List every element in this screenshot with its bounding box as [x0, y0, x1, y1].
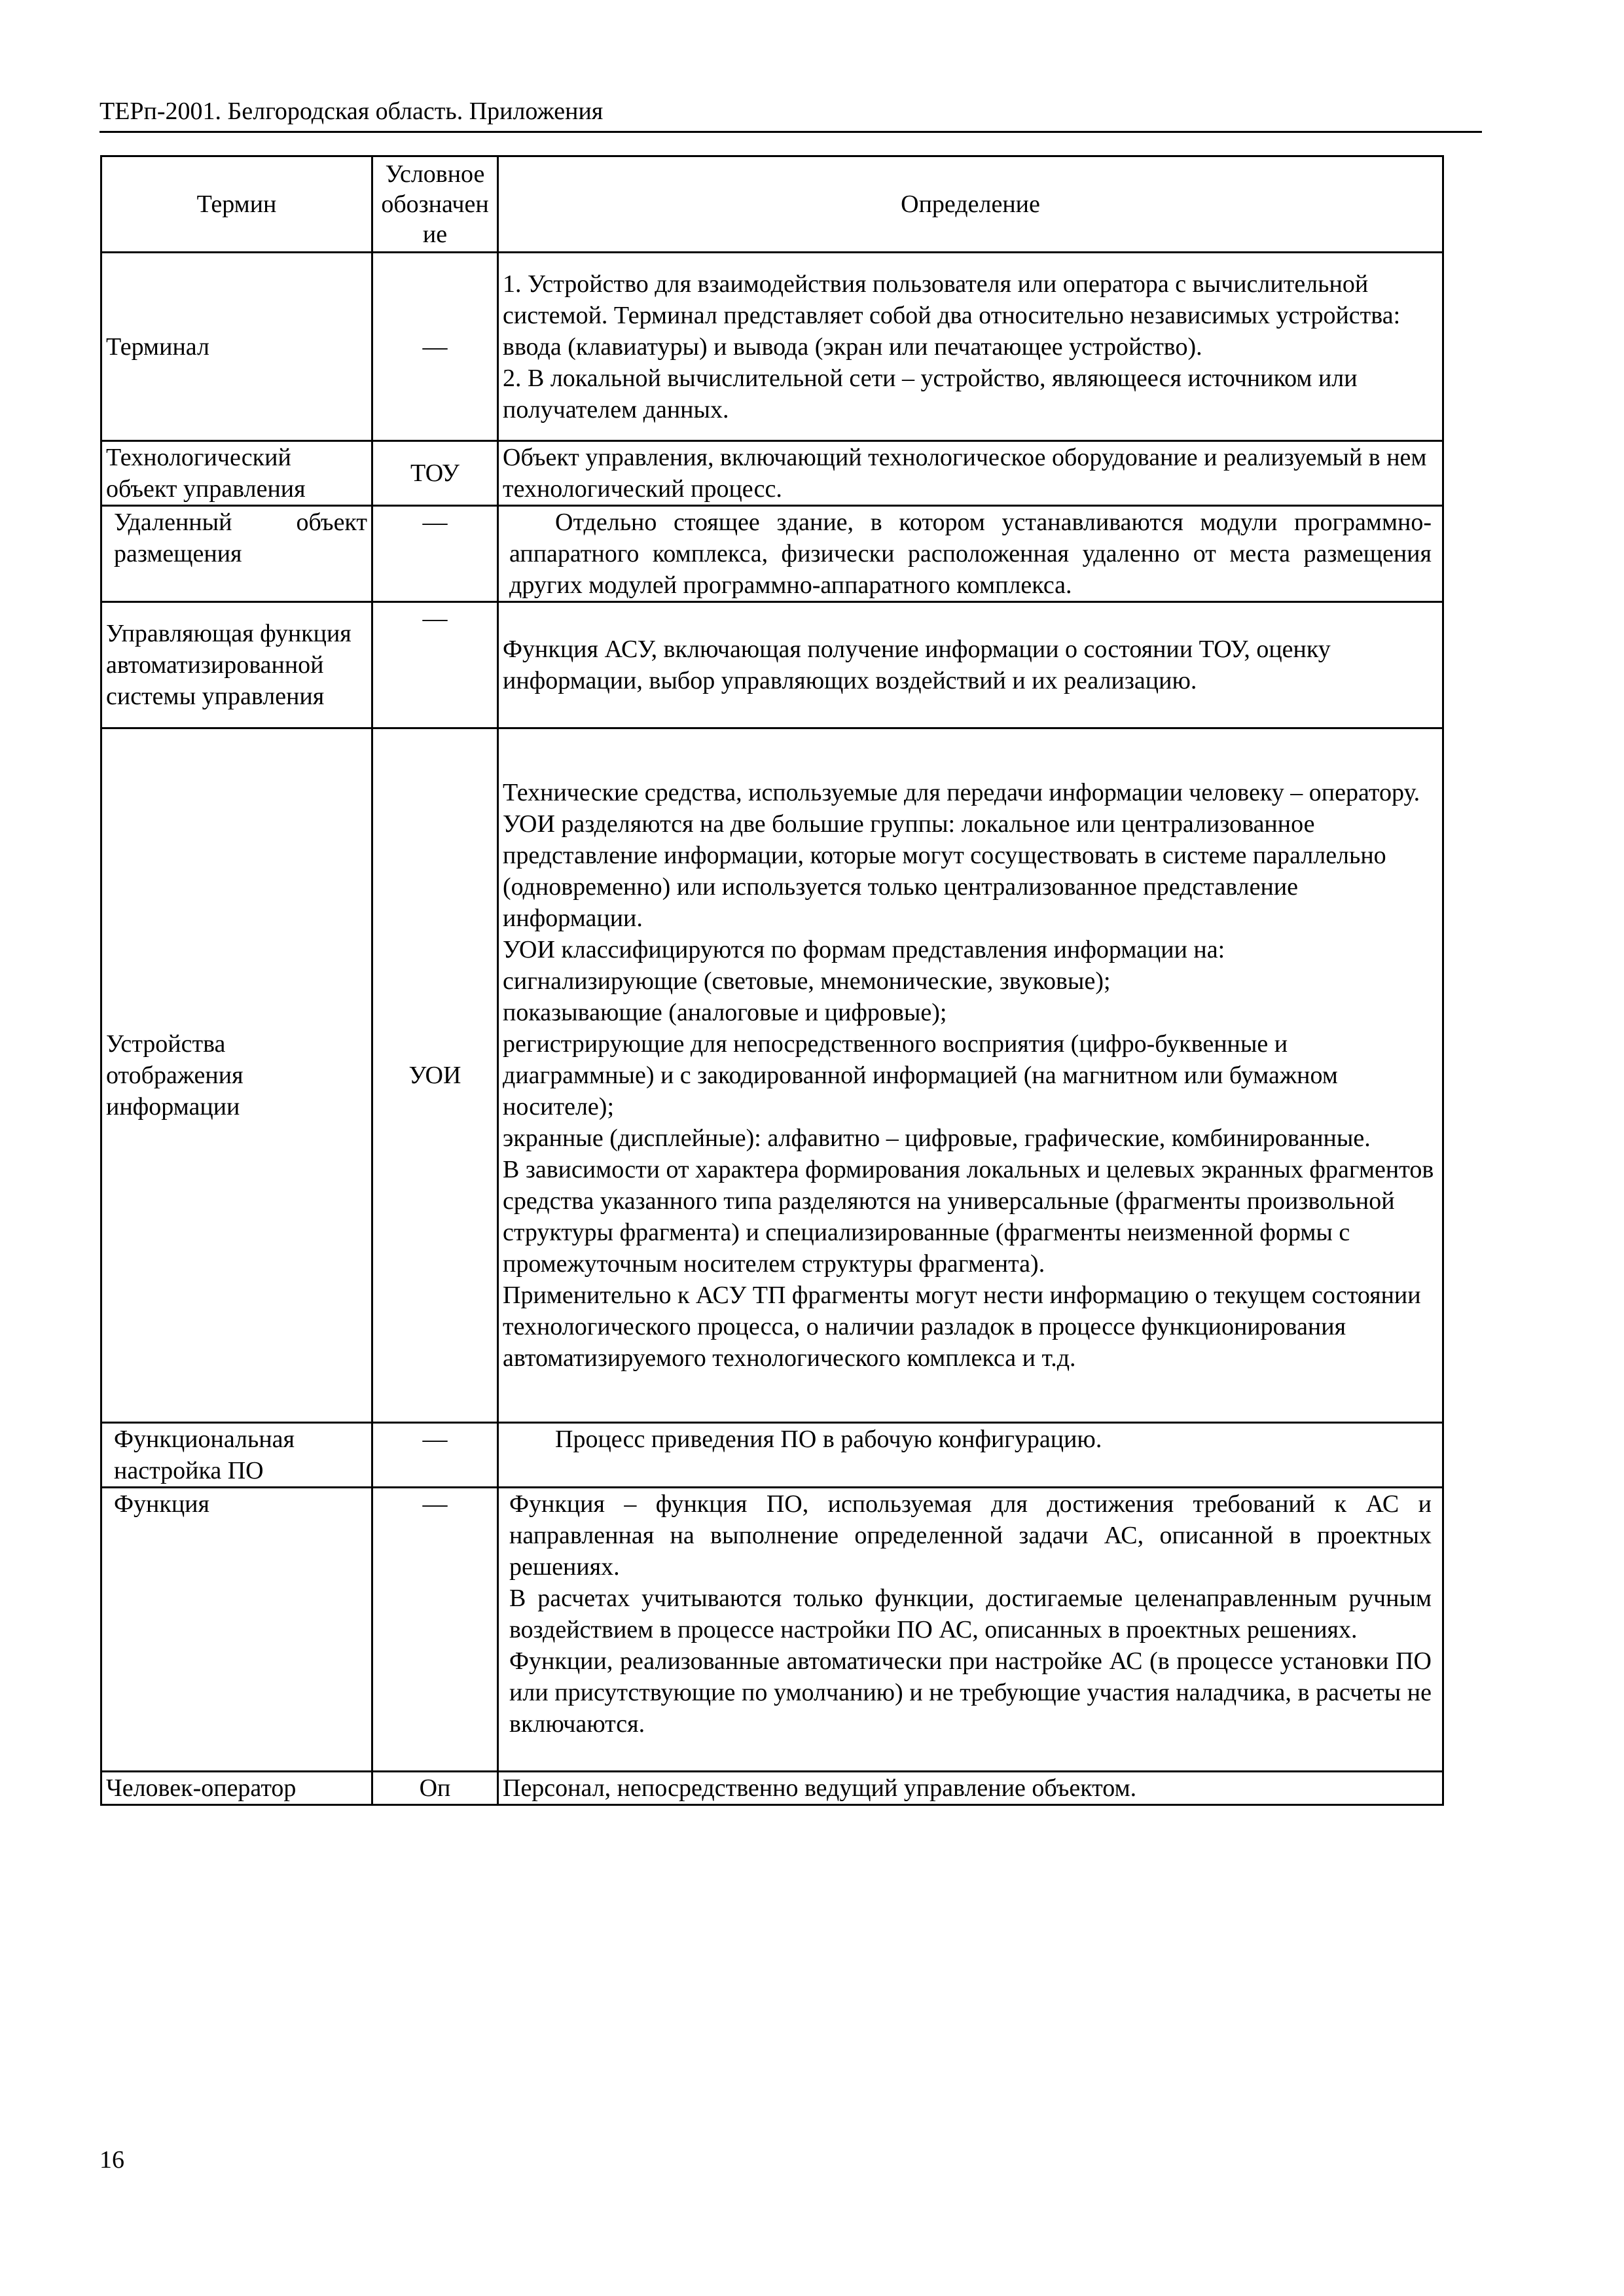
definition-paragraph: Процесс приведения ПО в рабочую конфигурацию.	[555, 1426, 1102, 1453]
definition-paragraph: регистрирующие для непосредственного восприятия (цифро-буквенные и диаграммные) и с закодированной информацией (на магнитном или бумажном носителе);	[503, 1030, 1338, 1121]
abbr-cell: Оп	[372, 1772, 498, 1805]
definition-cell	[498, 506, 1443, 602]
definition-cell	[498, 728, 1443, 1423]
header-rule	[99, 131, 1482, 133]
definition-paragraph: Отдельно стоящее здание, в котором устанавливаются модули программно-аппаратного комплекса, физически расположенная удаленно от места размещения других модулей программно-аппаратного комплекса.	[509, 509, 1432, 599]
table-row	[101, 728, 1443, 1423]
definition-cell: Функция АСУ, включающая получение информации о состоянии ТОУ, оценку информации, выбор управляющих воздействий и их реализацию.	[498, 602, 1443, 728]
term-cell: Функция	[101, 1488, 372, 1772]
header-term: Термин	[101, 156, 372, 253]
definition-cell	[498, 1488, 1443, 1772]
term-cell: Человек-оператор	[101, 1772, 372, 1805]
definition-paragraph: Применительно к АСУ ТП фрагменты могут нести информацию о текущем состоянии технологического процесса, о наличии разладок в процессе функционирования автоматизируемого технологического комплекса и т.д.	[503, 1282, 1421, 1372]
table-header-row	[101, 156, 1443, 253]
definition-cell: Персонал, непосредственно ведущий управление объектом.	[498, 1772, 1443, 1805]
abbr-cell: —	[372, 602, 498, 728]
definition-paragraph: УОИ разделяются на две большие группы: локальное или централизованное представление информации, которые могут сосуществовать в системе параллельно (одновременно) или используется только централизованное представление информации.	[503, 810, 1386, 932]
definition-paragraph: В зависимости от характера формирования локальных и целевых экранных фрагментов средства указанного типа разделяются на универсальные (фрагменты произвольной структуры фрагмента) и специализированные (фрагменты неизменной формы с промежуточным носителем структуры фрагмента).	[503, 1156, 1434, 1278]
header-abbr: Условное обозначение	[372, 156, 498, 253]
definition-cell	[498, 253, 1443, 441]
definition-paragraph: экранные (дисплейные): алфавитно – цифровые, графические, комбинированные.	[503, 1124, 1371, 1152]
table-row	[101, 253, 1443, 441]
table-row	[101, 602, 1443, 728]
abbr-cell: —	[372, 506, 498, 602]
abbr-cell: —	[372, 1423, 498, 1488]
abbr-cell: —	[372, 253, 498, 441]
definition-cell: Объект управления, включающий технологическое оборудование и реализуемый в нем технологический процесс.	[498, 441, 1443, 506]
term-cell: Устройства отображения информации	[101, 728, 372, 1423]
table-row	[101, 1423, 1443, 1488]
table-row	[101, 506, 1443, 602]
term-cell: Управляющая функция автоматизированной системы управления	[101, 602, 372, 728]
term-cell: Функциональная настройка ПО	[101, 1423, 372, 1488]
abbr-cell: УОИ	[372, 728, 498, 1423]
abbr-cell: —	[372, 1488, 498, 1772]
term-cell: Терминал	[101, 253, 372, 441]
definition-paragraph: В расчетах учитываются только функции, достигаемые целенаправленным ручным воздействием в процессе настройки ПО АС, описанных в проектных решениях.	[509, 1585, 1432, 1643]
definition-paragraph: Функции, реализованные автоматически при настройке АС (в процессе установки ПО или присутствующие по умолчанию) и не требующие участия наладчика, в расчеты не включаются.	[509, 1647, 1432, 1738]
header-definition: Определение	[498, 156, 1443, 253]
definition-paragraph: 2. В локальной вычислительной сети – устройство, являющееся источником или получателем данных.	[503, 364, 1358, 423]
table-row	[101, 1772, 1443, 1805]
term-cell: Технологический объект управления	[101, 441, 372, 506]
definition-paragraph: сигнализирующие (световые, мнемонические, звуковые);	[503, 967, 1111, 995]
page-number: 16	[99, 2146, 124, 2174]
terms-table	[100, 155, 1444, 1806]
definition-paragraph: показывающие (аналоговые и цифровые);	[503, 999, 947, 1026]
definition-paragraph: Функция – функция ПО, используемая для достижения требований к АС и направленная на выполнение определенной задачи АС, описанной в проектных решениях.	[509, 1490, 1432, 1581]
term-cell: Удаленный объект размещения	[101, 506, 372, 602]
page-header: ТЕРп-2001. Белгородская область. Приложения	[99, 98, 604, 125]
definition-paragraph: Технические средства, используемые для передачи информации человеку – оператору.	[503, 779, 1420, 806]
table-row	[101, 1488, 1443, 1772]
definition-paragraph: УОИ классифицируются по формам представления информации на:	[503, 936, 1225, 963]
definition-cell	[498, 1423, 1443, 1488]
definition-paragraph: 1. Устройство для взаимодействия пользователя или оператора с вычислительной системой. Терминал представляет собой два относительно независимых устройства: ввода (клавиатуры) и вывода (экран или печатающее устройство).	[503, 270, 1401, 361]
table-row	[101, 441, 1443, 506]
abbr-cell: ТОУ	[372, 441, 498, 506]
